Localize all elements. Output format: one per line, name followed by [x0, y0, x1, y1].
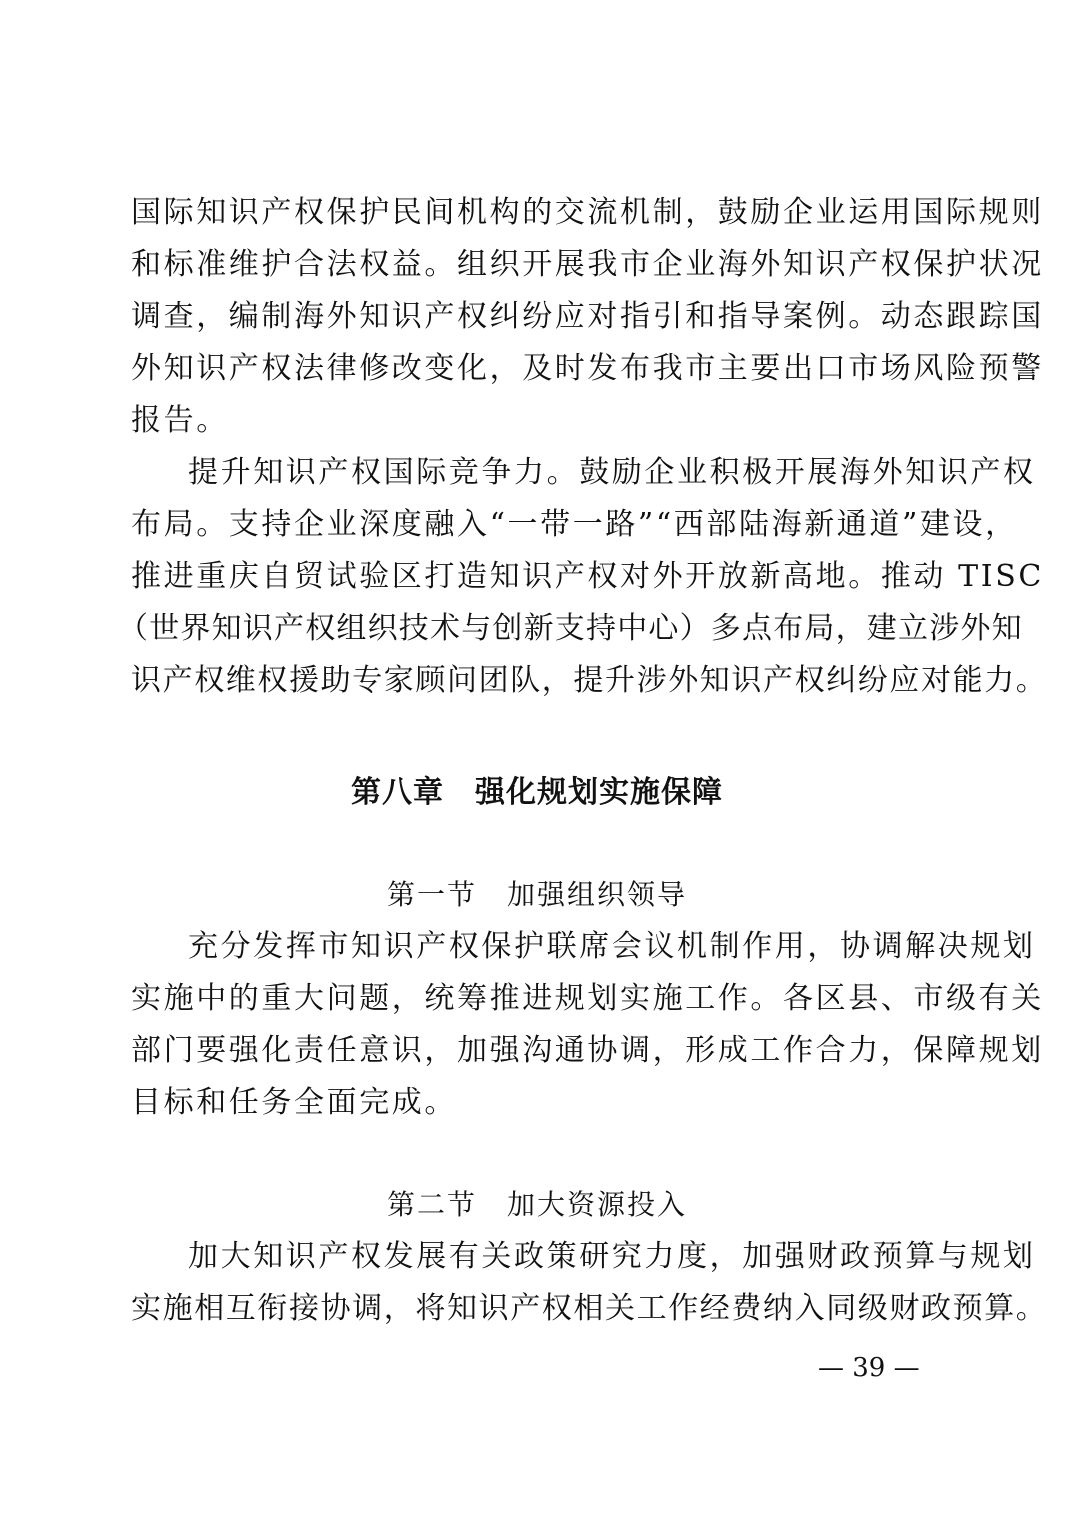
page-number: — 39 — — [818, 1353, 920, 1383]
section2-line-1: 加大知识产权发展有关政策研究力度，加强财政预算与规划 — [188, 1239, 1036, 1274]
para1-line-3: 调查，编制海外知识产权纠纷应对指引和指导案例。动态跟踪国 — [131, 299, 1044, 334]
para1-line-1: 国际知识产权保护民间机构的交流机制，鼓励企业运用国际规则 — [131, 195, 1044, 230]
para2-line-2: 布局。支持企业深度融入“一带一路”“西部陆海新通道”建设， — [131, 507, 1018, 542]
para1-line-4: 外知识产权法律修改变化，及时发布我市主要出口市场风险预警 — [131, 351, 1044, 386]
section1-line-4: 目标和任务全面完成。 — [131, 1085, 457, 1120]
para2-line-1: 提升知识产权国际竞争力。鼓励企业积极开展海外知识产权 — [188, 455, 1036, 490]
section1-line-3: 部门要强化责任意识，加强沟通协调，形成工作合力，保障规划 — [131, 1033, 1044, 1068]
section1-heading: 第一节 加强组织领导 — [386, 878, 687, 911]
para1-line-5: 报告。 — [131, 403, 229, 438]
para1-line-2: 和标准维护合法权益。组织开展我市企业海外知识产权保护状况 — [131, 247, 1044, 282]
para2-line-4: （世界知识产权组织技术与创新支持中心）多点布局，建立涉外知 — [118, 611, 1023, 646]
section1-line-2: 实施中的重大问题，统筹推进规划实施工作。各区县、市级有关 — [131, 981, 1044, 1016]
para2-line-5: 识产权维权援助专家顾问团队，提升涉外知识产权纠纷应对能力。 — [131, 663, 1048, 698]
section1-line-1: 充分发挥市知识产权保护联席会议机制作用，协调解决规划 — [188, 929, 1036, 964]
section2-line-2: 实施相互衔接协调，将知识产权相关工作经费纳入同级财政预算。 — [131, 1291, 1048, 1326]
chapter-heading: 第八章 强化规划实施保障 — [351, 775, 723, 810]
section2-heading: 第二节 加大资源投入 — [386, 1188, 687, 1221]
para2-line-3: 推进重庆自贸试验区打造知识产权对外开放新高地。推动 TISC — [131, 559, 1044, 594]
